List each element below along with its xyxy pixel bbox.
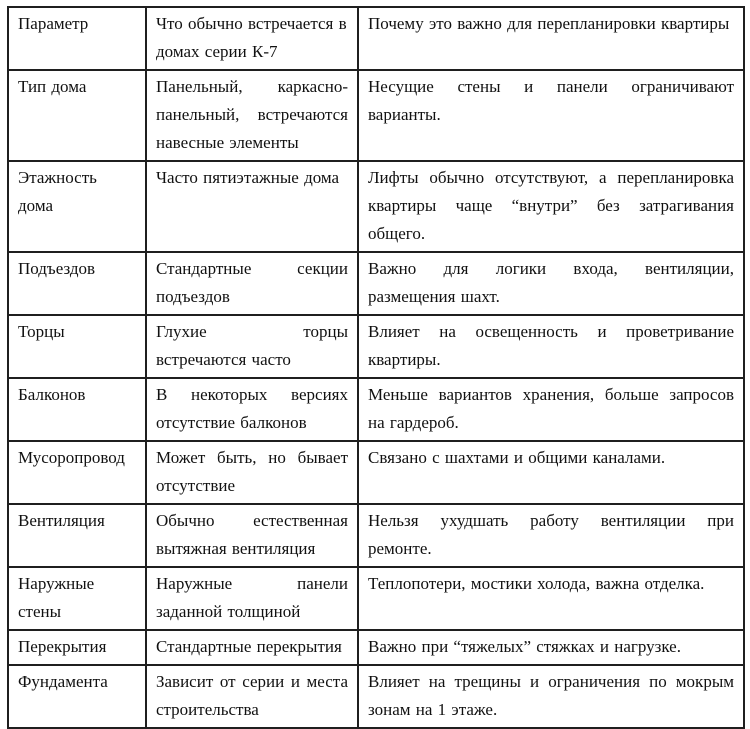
importance-cell: Важно для логики входа, вентиляции, размещения шахт. xyxy=(358,252,744,315)
param-cell: Этажность дома xyxy=(8,161,146,252)
table-row xyxy=(8,161,744,252)
importance-cell: Влияет на трещины и ограничения по мокрым зонам на 1 этаже. xyxy=(358,665,744,728)
typical-cell: Может быть, но бывает отсутствие xyxy=(146,441,358,504)
table-row xyxy=(8,567,744,630)
header-cell-importance: Почему это важно для перепланировки квартиры xyxy=(358,7,744,70)
table-row xyxy=(8,252,744,315)
table-row xyxy=(8,504,744,567)
importance-cell: Теплопотери, мостики холода, важна отделка. xyxy=(358,567,744,630)
importance-cell: Важно при “тяжелых” стяжках и нагрузке. xyxy=(358,630,744,665)
typical-cell: Часто пятиэтажные дома xyxy=(146,161,358,252)
table-row xyxy=(8,70,744,161)
param-cell: Подъездов xyxy=(8,252,146,315)
header-row xyxy=(8,7,744,70)
table-row xyxy=(8,315,744,378)
typical-cell: Стандартные перекрытия xyxy=(146,630,358,665)
typical-cell: Наружные панели заданной толщиной xyxy=(146,567,358,630)
typical-cell: Панельный, каркасно-панельный, встречаются навесные элементы xyxy=(146,70,358,161)
param-cell: Балконов xyxy=(8,378,146,441)
importance-cell: Нельзя ухудшать работу вентиляции при ремонте. xyxy=(358,504,744,567)
table-row xyxy=(8,378,744,441)
table-row xyxy=(8,665,744,728)
typical-cell: Глухие торцы встречаются часто xyxy=(146,315,358,378)
param-cell: Перекрытия xyxy=(8,630,146,665)
typical-cell: В некоторых версиях отсутствие балконов xyxy=(146,378,358,441)
header-cell-typical: Что обычно встречается в домах серии К-7 xyxy=(146,7,358,70)
importance-cell: Несущие стены и панели ограничивают варианты. xyxy=(358,70,744,161)
typical-cell: Обычно естественная вытяжная вентиляция xyxy=(146,504,358,567)
param-cell: Фундамента xyxy=(8,665,146,728)
importance-cell: Влияет на освещенность и проветривание квартиры. xyxy=(358,315,744,378)
param-cell: Торцы xyxy=(8,315,146,378)
typical-cell: Зависит от серии и места строительства xyxy=(146,665,358,728)
param-cell: Вентиляция xyxy=(8,504,146,567)
param-cell: Мусоропровод xyxy=(8,441,146,504)
table-row xyxy=(8,630,744,665)
importance-cell: Меньше вариантов хранения, больше запросов на гардероб. xyxy=(358,378,744,441)
k7-parameters-table xyxy=(7,6,745,729)
param-cell: Тип дома xyxy=(8,70,146,161)
importance-cell: Связано с шахтами и общими каналами. xyxy=(358,441,744,504)
typical-cell: Стандартные секции подъездов xyxy=(146,252,358,315)
param-cell: Наружные стены xyxy=(8,567,146,630)
table-row xyxy=(8,441,744,504)
importance-cell: Лифты обычно отсутствуют, а перепланировка квартиры чаще “внутри” без затрагивания общего. xyxy=(358,161,744,252)
header-cell-param: Параметр xyxy=(8,7,146,70)
